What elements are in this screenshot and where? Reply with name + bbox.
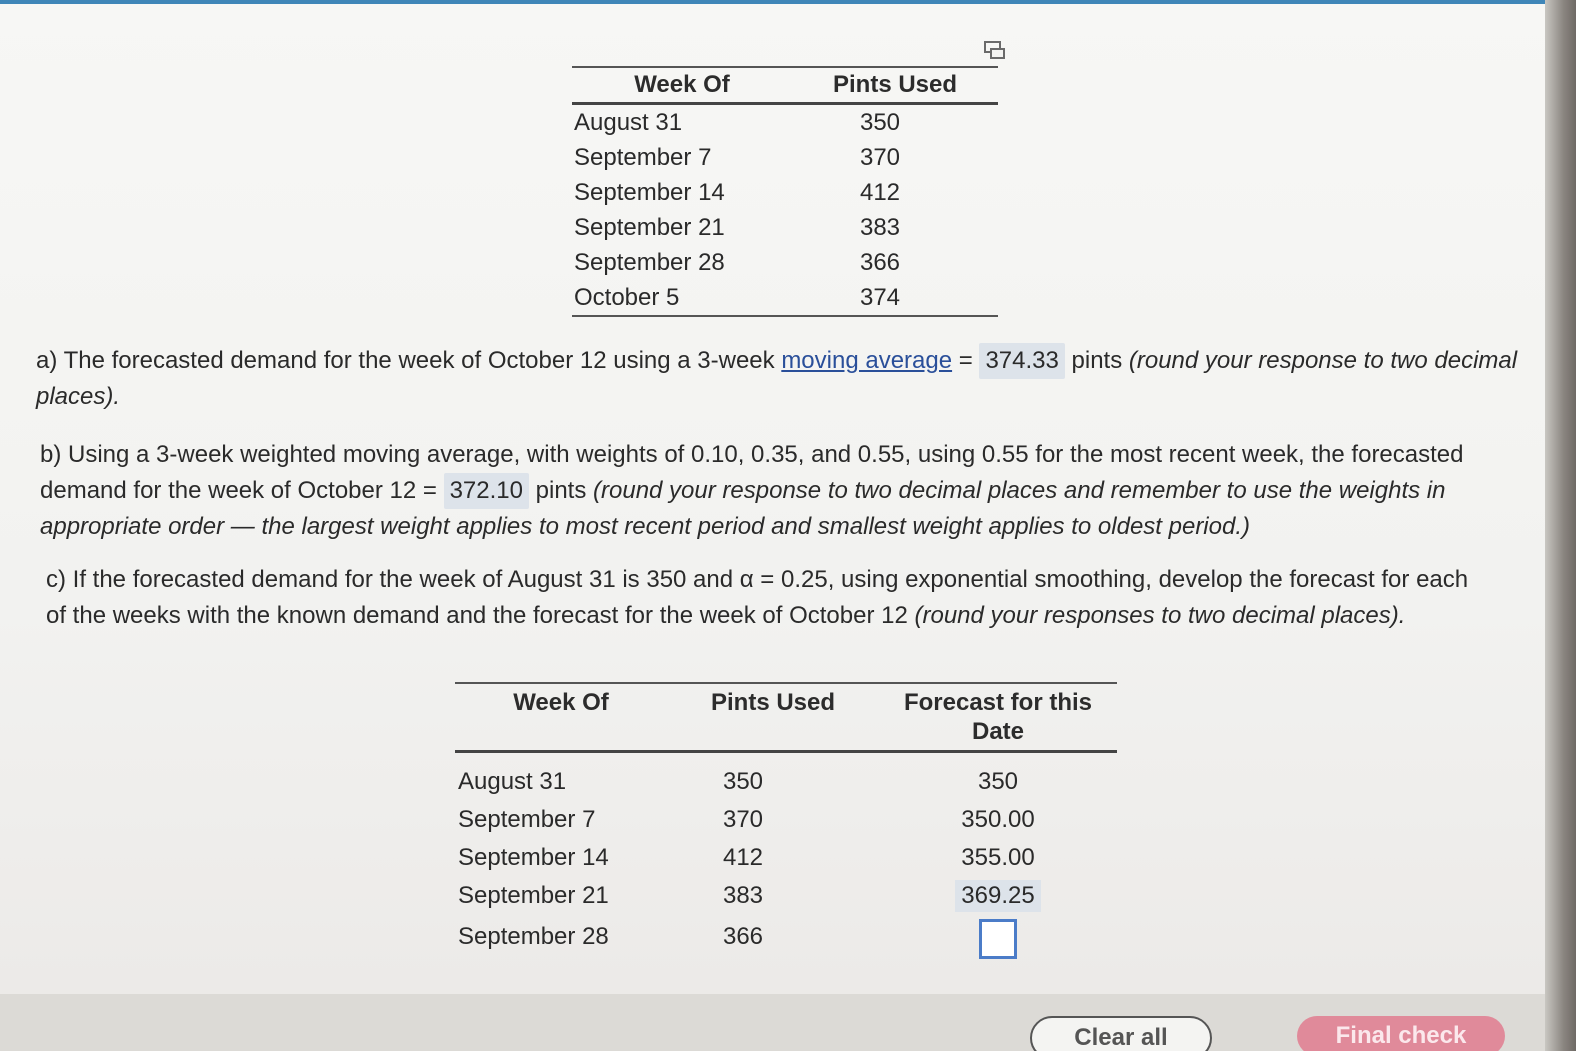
final-check-button[interactable]: Final check — [1297, 1016, 1505, 1051]
clear-all-button[interactable]: Clear all — [1030, 1016, 1212, 1051]
pints-cell: 412 — [722, 844, 764, 871]
header-forecast: Forecast for this Date — [903, 689, 1093, 745]
part-a-answer-field[interactable]: 374.33 — [979, 343, 1064, 379]
week-cell: September 7 — [458, 806, 596, 833]
forecast-answer-field[interactable]: 369.25 — [955, 880, 1040, 912]
part-c-end: . — [1398, 602, 1406, 629]
week-cell: September 7 — [574, 143, 712, 171]
question-part-c — [46, 562, 1486, 634]
pints-cell: 383 — [722, 882, 764, 909]
pints-cell: 370 — [859, 143, 901, 171]
forecast-input[interactable] — [979, 919, 1017, 959]
table-row — [572, 210, 998, 245]
week-cell: September 28 — [574, 248, 725, 276]
week-cell: September 21 — [574, 213, 725, 241]
week-cell: September 14 — [574, 178, 725, 206]
table-row — [572, 245, 998, 280]
header-pints-used: Pints Used — [710, 689, 836, 716]
part-a-note: (round your response to two decimal places) — [36, 347, 1518, 410]
table-row — [572, 280, 998, 316]
forecast-cell: 350.00 — [961, 806, 1035, 833]
part-a-equals: = — [952, 347, 980, 374]
table-row — [572, 175, 998, 210]
forecast-cell — [879, 915, 1117, 959]
table-row — [455, 915, 1117, 959]
forecast-cell — [879, 877, 1117, 915]
part-a-end: . — [113, 383, 121, 410]
week-cell: August 31 — [458, 768, 567, 795]
pints-cell: 350 — [722, 768, 764, 795]
table-row — [455, 877, 1117, 915]
screen-bezel — [1545, 0, 1576, 1051]
week-cell: October 5 — [574, 283, 680, 311]
header-pints-used: Pints Used — [832, 71, 958, 98]
week-cell: September 14 — [458, 844, 609, 871]
moving-average-link[interactable]: moving average — [781, 347, 953, 374]
table-row — [572, 104, 998, 141]
pints-cell: 374 — [859, 283, 901, 311]
question-part-b — [40, 437, 1540, 545]
table-row — [572, 140, 998, 175]
pints-cell: 366 — [722, 923, 764, 950]
table-row — [455, 839, 1117, 877]
header-week-of: Week Of — [634, 71, 730, 98]
pints-cell: 350 — [859, 108, 901, 136]
part-b-answer-field[interactable]: 372.10 — [444, 473, 529, 509]
table-header-row — [572, 67, 998, 104]
header-week-of: Week Of — [513, 689, 609, 716]
pints-data-table — [572, 66, 998, 317]
exponential-smoothing-table — [455, 682, 1117, 959]
part-c-text: c) If the forecasted demand for the week of August 31 is 350 and α = 0.25, using exponential smoothing, develop the forecast for each of the weeks with the known demand and the forecast for the week of October 12 — [46, 566, 1469, 629]
table-row — [455, 801, 1117, 839]
pints-cell: 383 — [859, 213, 901, 241]
part-b-text: b) Using a 3-week weighted moving average, with weights of 0.10, 0.35, and 0.55, using 0.55 for the most recent week, the forecasted demand for the week of October 12 = — [40, 441, 1464, 504]
forecast-cell: 350 — [977, 768, 1019, 795]
pints-cell: 370 — [722, 806, 764, 833]
pints-cell: 412 — [859, 178, 901, 206]
pints-cell: 366 — [859, 248, 901, 276]
copy-table-icon[interactable] — [984, 40, 1006, 60]
part-a-text: a) The forecasted demand for the week of October 12 using a 3-week — [36, 347, 782, 374]
part-c-note: (round your responses to two decimal places) — [914, 602, 1399, 629]
week-cell: August 31 — [574, 108, 683, 136]
table-row — [455, 752, 1117, 802]
week-cell: September 28 — [458, 923, 609, 950]
week-cell: September 21 — [458, 882, 609, 909]
table-header-row — [455, 683, 1117, 752]
question-part-a — [36, 343, 1526, 415]
part-b-note: (round your response to two decimal places and remember to use the weights in appropriate order — the largest weight applies to most recent period and smallest weight applies to oldest period.) — [40, 477, 1446, 540]
part-a-unit: pints — [1064, 347, 1129, 374]
part-b-unit: pints — [528, 477, 594, 504]
forecast-cell: 355.00 — [961, 844, 1035, 871]
